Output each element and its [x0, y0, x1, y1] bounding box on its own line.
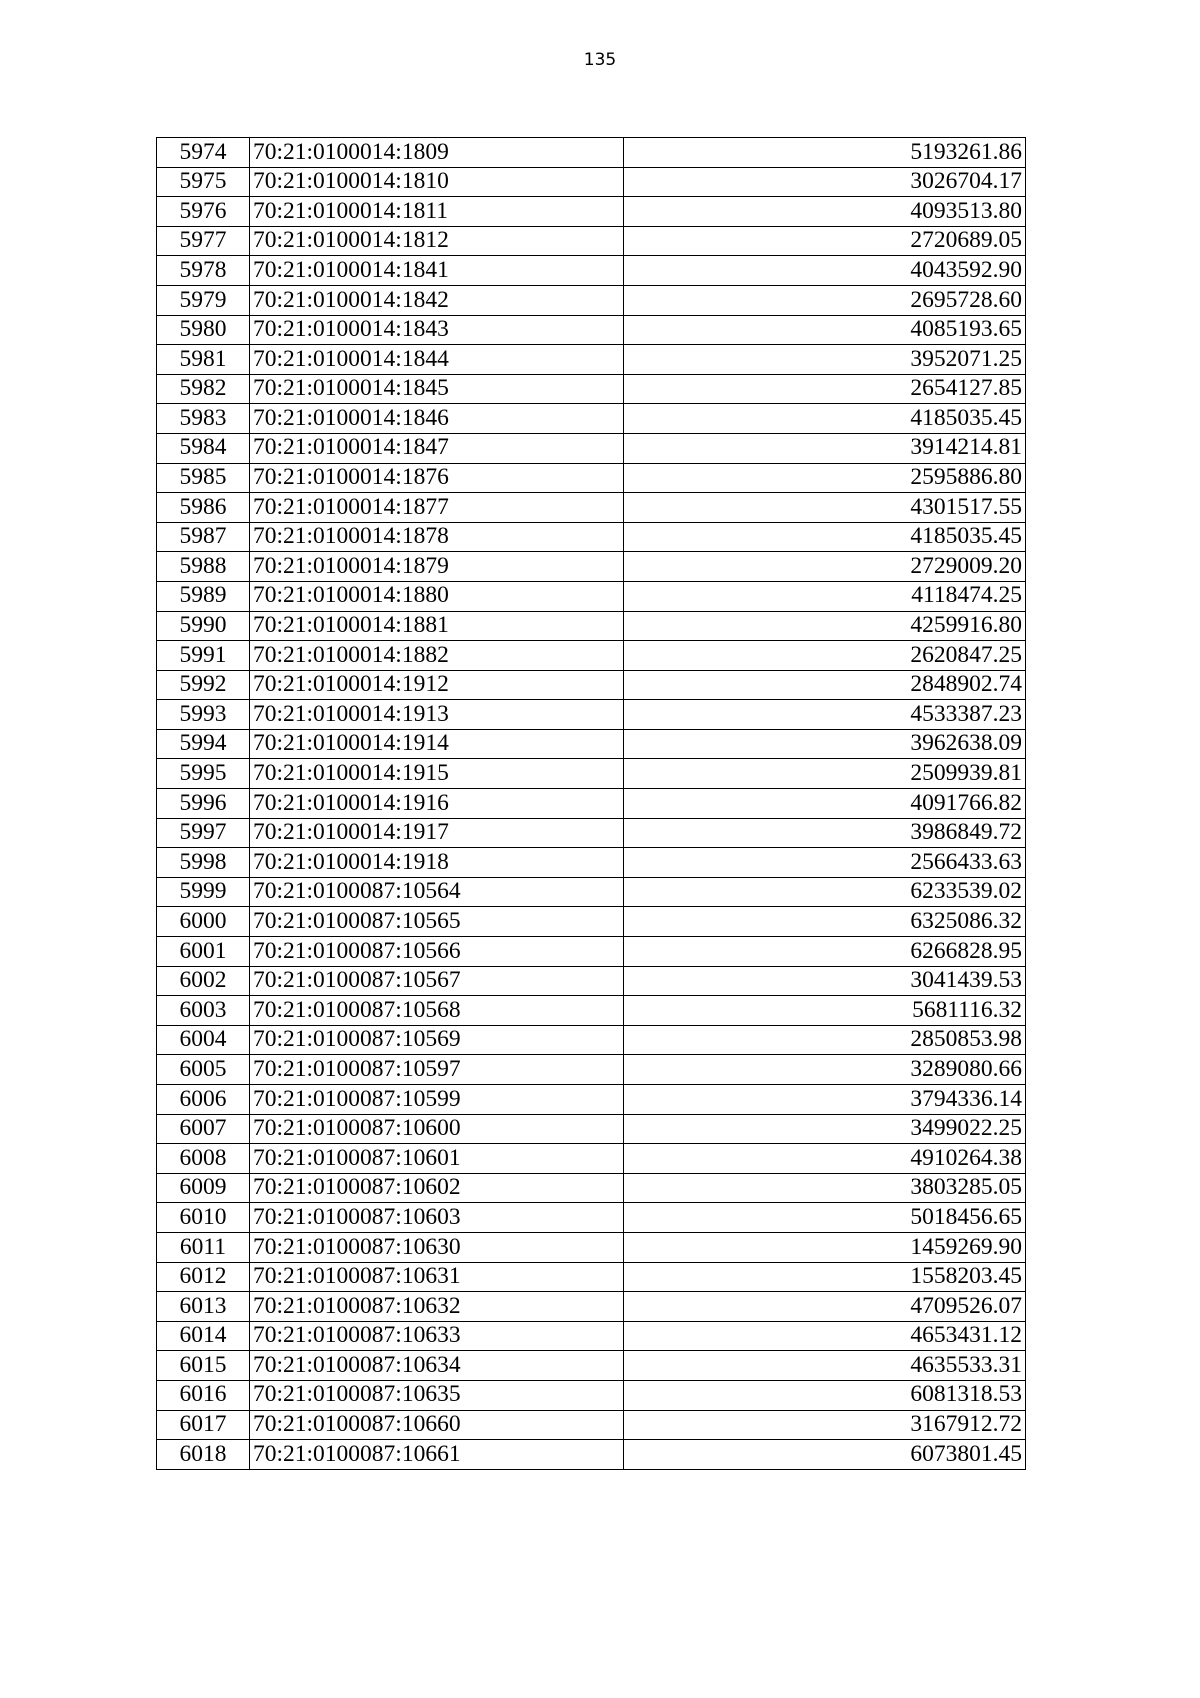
table-row	[157, 729, 1026, 759]
cadastral-value-cell: 3914214.81	[624, 433, 1026, 463]
cadastral-value-cell: 2695728.60	[624, 285, 1026, 315]
cadastral-value-cell: 4533387.23	[624, 700, 1026, 730]
cadastral-value-cell: 4185035.45	[624, 522, 1026, 552]
table-row	[157, 493, 1026, 523]
row-number-cell: 6010	[157, 1203, 250, 1233]
cadastral-value-cell: 5193261.86	[624, 138, 1026, 168]
table-row	[157, 611, 1026, 641]
cadastral-number-cell: 70:21:0100087:10599	[250, 1085, 624, 1115]
table-row	[157, 759, 1026, 789]
row-number-cell: 6015	[157, 1351, 250, 1381]
cadastral-number-cell: 70:21:0100014:1913	[250, 700, 624, 730]
cadastral-number-cell: 70:21:0100014:1915	[250, 759, 624, 789]
row-number-cell: 5997	[157, 818, 250, 848]
cadastral-number-cell: 70:21:0100087:10600	[250, 1114, 624, 1144]
cadastral-number-cell: 70:21:0100014:1846	[250, 404, 624, 434]
cadastral-value-cell: 4709526.07	[624, 1292, 1026, 1322]
cadastral-value-cell: 4653431.12	[624, 1321, 1026, 1351]
table-row	[157, 256, 1026, 286]
cadastral-value-cell: 4259916.80	[624, 611, 1026, 641]
cadastral-number-cell: 70:21:0100087:10602	[250, 1173, 624, 1203]
cadastral-number-cell: 70:21:0100087:10635	[250, 1380, 624, 1410]
row-number-cell: 5992	[157, 670, 250, 700]
table-row	[157, 138, 1026, 168]
row-number-cell: 6000	[157, 907, 250, 937]
row-number-cell: 6008	[157, 1144, 250, 1174]
table-row	[157, 1025, 1026, 1055]
cadastral-value-cell: 4093513.80	[624, 197, 1026, 227]
row-number-cell: 5995	[157, 759, 250, 789]
row-number-cell: 5996	[157, 789, 250, 819]
table-row	[157, 848, 1026, 878]
row-number-cell: 6013	[157, 1292, 250, 1322]
cadastral-number-cell: 70:21:0100014:1841	[250, 256, 624, 286]
row-number-cell: 5977	[157, 226, 250, 256]
cadastral-number-cell: 70:21:0100014:1882	[250, 641, 624, 671]
table-row	[157, 700, 1026, 730]
cadastral-value-cell: 1459269.90	[624, 1232, 1026, 1262]
row-number-cell: 5994	[157, 729, 250, 759]
cadastral-number-cell: 70:21:0100014:1914	[250, 729, 624, 759]
cadastral-value-cell: 3167912.72	[624, 1410, 1026, 1440]
table-row	[157, 670, 1026, 700]
row-number-cell: 6014	[157, 1321, 250, 1351]
row-number-cell: 6003	[157, 996, 250, 1026]
row-number-cell: 5983	[157, 404, 250, 434]
row-number-cell: 6011	[157, 1232, 250, 1262]
row-number-cell: 5993	[157, 700, 250, 730]
cadastral-value-cell: 3962638.09	[624, 729, 1026, 759]
row-number-cell: 5974	[157, 138, 250, 168]
table-row	[157, 966, 1026, 996]
table-row	[157, 226, 1026, 256]
row-number-cell: 6002	[157, 966, 250, 996]
table-row	[157, 1203, 1026, 1233]
cadastral-number-cell: 70:21:0100014:1918	[250, 848, 624, 878]
cadastral-number-cell: 70:21:0100014:1845	[250, 374, 624, 404]
table-row	[157, 1321, 1026, 1351]
table-row	[157, 1055, 1026, 1085]
table-row	[157, 315, 1026, 345]
row-number-cell: 6004	[157, 1025, 250, 1055]
cadastral-value-cell: 5681116.32	[624, 996, 1026, 1026]
table-row	[157, 1232, 1026, 1262]
cadastral-value-cell: 3803285.05	[624, 1173, 1026, 1203]
table-row	[157, 463, 1026, 493]
row-number-cell: 6005	[157, 1055, 250, 1085]
cadastral-number-cell: 70:21:0100014:1877	[250, 493, 624, 523]
cadastral-number-cell: 70:21:0100087:10601	[250, 1144, 624, 1174]
row-number-cell: 6006	[157, 1085, 250, 1115]
cadastral-value-table	[156, 137, 1026, 1470]
table-row	[157, 522, 1026, 552]
cadastral-value-cell: 1558203.45	[624, 1262, 1026, 1292]
cadastral-number-cell: 70:21:0100014:1917	[250, 818, 624, 848]
row-number-cell: 5976	[157, 197, 250, 227]
row-number-cell: 6007	[157, 1114, 250, 1144]
cadastral-value-cell: 3794336.14	[624, 1085, 1026, 1115]
table-row	[157, 641, 1026, 671]
page-number: 135	[583, 50, 617, 70]
row-number-cell: 5981	[157, 345, 250, 375]
cadastral-value-cell: 2729009.20	[624, 552, 1026, 582]
cadastral-number-cell: 70:21:0100087:10597	[250, 1055, 624, 1085]
table-row	[157, 581, 1026, 611]
cadastral-number-cell: 70:21:0100014:1876	[250, 463, 624, 493]
cadastral-value-cell: 6266828.95	[624, 937, 1026, 967]
row-number-cell: 5990	[157, 611, 250, 641]
row-number-cell: 5985	[157, 463, 250, 493]
cadastral-value-cell: 3026704.17	[624, 167, 1026, 197]
row-number-cell: 5998	[157, 848, 250, 878]
cadastral-value-cell: 4043592.90	[624, 256, 1026, 286]
cadastral-number-cell: 70:21:0100087:10634	[250, 1351, 624, 1381]
table-row	[157, 996, 1026, 1026]
row-number-cell: 5978	[157, 256, 250, 286]
cadastral-number-cell: 70:21:0100087:10630	[250, 1232, 624, 1262]
table-row	[157, 1292, 1026, 1322]
cadastral-number-cell: 70:21:0100087:10565	[250, 907, 624, 937]
cadastral-number-cell: 70:21:0100014:1912	[250, 670, 624, 700]
cadastral-value-cell: 4910264.38	[624, 1144, 1026, 1174]
row-number-cell: 5989	[157, 581, 250, 611]
cadastral-number-cell: 70:21:0100014:1811	[250, 197, 624, 227]
cadastral-number-cell: 70:21:0100014:1847	[250, 433, 624, 463]
cadastral-value-cell: 6073801.45	[624, 1440, 1026, 1470]
table-row	[157, 1380, 1026, 1410]
cadastral-value-cell: 4091766.82	[624, 789, 1026, 819]
row-number-cell: 5991	[157, 641, 250, 671]
row-number-cell: 6018	[157, 1440, 250, 1470]
cadastral-number-cell: 70:21:0100087:10631	[250, 1262, 624, 1292]
cadastral-number-cell: 70:21:0100014:1916	[250, 789, 624, 819]
cadastral-number-cell: 70:21:0100014:1879	[250, 552, 624, 582]
cadastral-number-cell: 70:21:0100087:10633	[250, 1321, 624, 1351]
table-row	[157, 1262, 1026, 1292]
row-number-cell: 6001	[157, 937, 250, 967]
cadastral-value-cell: 2720689.05	[624, 226, 1026, 256]
cadastral-value-cell: 4301517.55	[624, 493, 1026, 523]
cadastral-number-cell: 70:21:0100014:1878	[250, 522, 624, 552]
cadastral-value-cell: 4085193.65	[624, 315, 1026, 345]
row-number-cell: 6012	[157, 1262, 250, 1292]
table-row	[157, 818, 1026, 848]
cadastral-value-cell: 4118474.25	[624, 581, 1026, 611]
table-row	[157, 1114, 1026, 1144]
cadastral-number-cell: 70:21:0100087:10566	[250, 937, 624, 967]
row-number-cell: 5980	[157, 315, 250, 345]
row-number-cell: 5984	[157, 433, 250, 463]
row-number-cell: 5988	[157, 552, 250, 582]
row-number-cell: 5979	[157, 285, 250, 315]
table-row	[157, 1410, 1026, 1440]
cadastral-number-cell: 70:21:0100087:10632	[250, 1292, 624, 1322]
table-row	[157, 1351, 1026, 1381]
cadastral-number-cell: 70:21:0100014:1881	[250, 611, 624, 641]
cadastral-number-cell: 70:21:0100087:10661	[250, 1440, 624, 1470]
cadastral-number-cell: 70:21:0100087:10568	[250, 996, 624, 1026]
table-body	[157, 138, 1026, 1470]
table-row	[157, 404, 1026, 434]
cadastral-value-cell: 6081318.53	[624, 1380, 1026, 1410]
cadastral-number-cell: 70:21:0100014:1810	[250, 167, 624, 197]
cadastral-number-cell: 70:21:0100014:1842	[250, 285, 624, 315]
cadastral-number-cell: 70:21:0100014:1844	[250, 345, 624, 375]
cadastral-value-cell: 5018456.65	[624, 1203, 1026, 1233]
table-row	[157, 1144, 1026, 1174]
cadastral-value-cell: 2620847.25	[624, 641, 1026, 671]
cadastral-number-cell: 70:21:0100087:10569	[250, 1025, 624, 1055]
cadastral-value-cell: 3289080.66	[624, 1055, 1026, 1085]
cadastral-value-cell: 3499022.25	[624, 1114, 1026, 1144]
row-number-cell: 5986	[157, 493, 250, 523]
cadastral-value-cell: 3986849.72	[624, 818, 1026, 848]
cadastral-value-cell: 4185035.45	[624, 404, 1026, 434]
cadastral-value-cell: 2850853.98	[624, 1025, 1026, 1055]
table-row	[157, 907, 1026, 937]
cadastral-value-cell: 3952071.25	[624, 345, 1026, 375]
cadastral-value-cell: 2848902.74	[624, 670, 1026, 700]
cadastral-value-cell: 6325086.32	[624, 907, 1026, 937]
table-row	[157, 1085, 1026, 1115]
cadastral-number-cell: 70:21:0100087:10564	[250, 877, 624, 907]
cadastral-value-cell: 2595886.80	[624, 463, 1026, 493]
table-row	[157, 877, 1026, 907]
cadastral-value-cell: 2654127.85	[624, 374, 1026, 404]
cadastral-number-cell: 70:21:0100087:10660	[250, 1410, 624, 1440]
row-number-cell: 5975	[157, 167, 250, 197]
table-row	[157, 789, 1026, 819]
table-row	[157, 345, 1026, 375]
cadastral-value-cell: 3041439.53	[624, 966, 1026, 996]
row-number-cell: 5982	[157, 374, 250, 404]
table-row	[157, 1440, 1026, 1470]
row-number-cell: 5999	[157, 877, 250, 907]
cadastral-number-cell: 70:21:0100087:10567	[250, 966, 624, 996]
cadastral-number-cell: 70:21:0100014:1812	[250, 226, 624, 256]
cadastral-value-cell: 2566433.63	[624, 848, 1026, 878]
cadastral-value-cell: 4635533.31	[624, 1351, 1026, 1381]
table-row	[157, 285, 1026, 315]
cadastral-number-cell: 70:21:0100087:10603	[250, 1203, 624, 1233]
table-row	[157, 552, 1026, 582]
cadastral-number-cell: 70:21:0100014:1880	[250, 581, 624, 611]
row-number-cell: 5987	[157, 522, 250, 552]
table-row	[157, 433, 1026, 463]
table-row	[157, 167, 1026, 197]
table-row	[157, 197, 1026, 227]
table-row	[157, 374, 1026, 404]
row-number-cell: 6009	[157, 1173, 250, 1203]
cadastral-number-cell: 70:21:0100014:1843	[250, 315, 624, 345]
row-number-cell: 6016	[157, 1380, 250, 1410]
row-number-cell: 6017	[157, 1410, 250, 1440]
cadastral-value-cell: 6233539.02	[624, 877, 1026, 907]
cadastral-number-cell: 70:21:0100014:1809	[250, 138, 624, 168]
table-row	[157, 937, 1026, 967]
table-row	[157, 1173, 1026, 1203]
cadastral-value-cell: 2509939.81	[624, 759, 1026, 789]
